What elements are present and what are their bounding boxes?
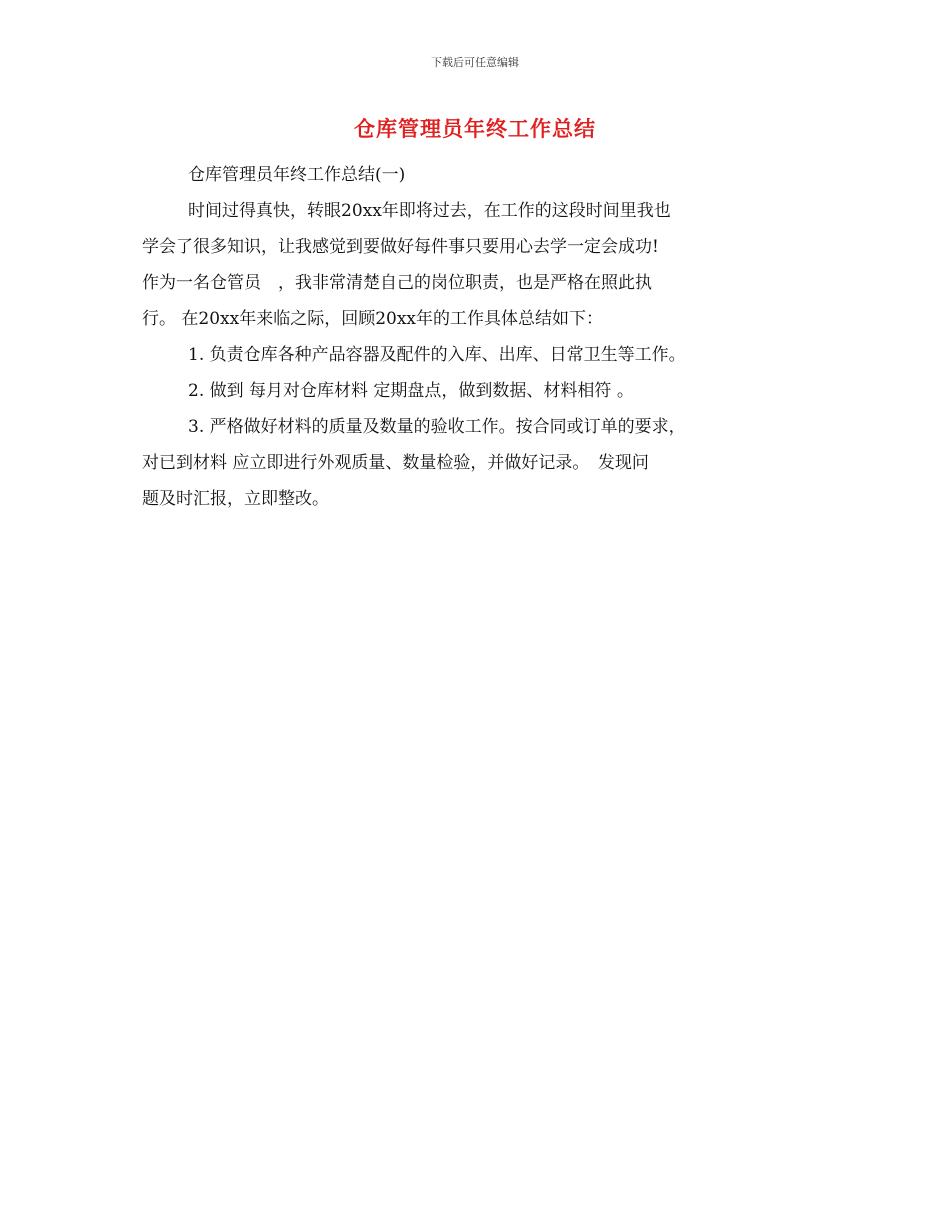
list-item: 1. 负责仓库各种产品容器及配件的入库、出库、日常卫生等工作。 — [188, 345, 686, 365]
header-note: 下载后可任意编辑 — [431, 56, 519, 69]
section-heading: 仓库管理员年终工作总结(一) — [188, 165, 406, 185]
paragraph-line: 题及时汇报，立即整改。 — [142, 489, 329, 509]
paragraph-line: 对已到材料 应立即进行外观质量、数量检验，并做好记录。 发现问 — [142, 453, 649, 473]
paragraph-line: 作为一名仓管员 ，我非常清楚自己的岗位职责，也是严格在照此执 — [142, 273, 652, 293]
paragraph-line: 时间过得真快，转眼20xx年即将过去，在工作的这段时间里我也 — [188, 201, 671, 221]
paragraph-line: 行。 在20xx年来临之际，回顾20xx年的工作具体总结如下： — [142, 309, 604, 329]
document-body — [142, 157, 832, 517]
list-item: 2. 做到 每月对仓库材料 定期盘点，做到数据、材料相符 。 — [188, 381, 634, 401]
paragraph-line: 学会了很多知识，让我感觉到要做好每件事只要用心去学一定会成功! — [142, 237, 659, 257]
document-title: 仓库管理员年终工作总结 — [354, 117, 596, 141]
list-item: 3. 严格做好材料的质量及数量的验收工作。按合同或订单的要求， — [188, 417, 686, 437]
